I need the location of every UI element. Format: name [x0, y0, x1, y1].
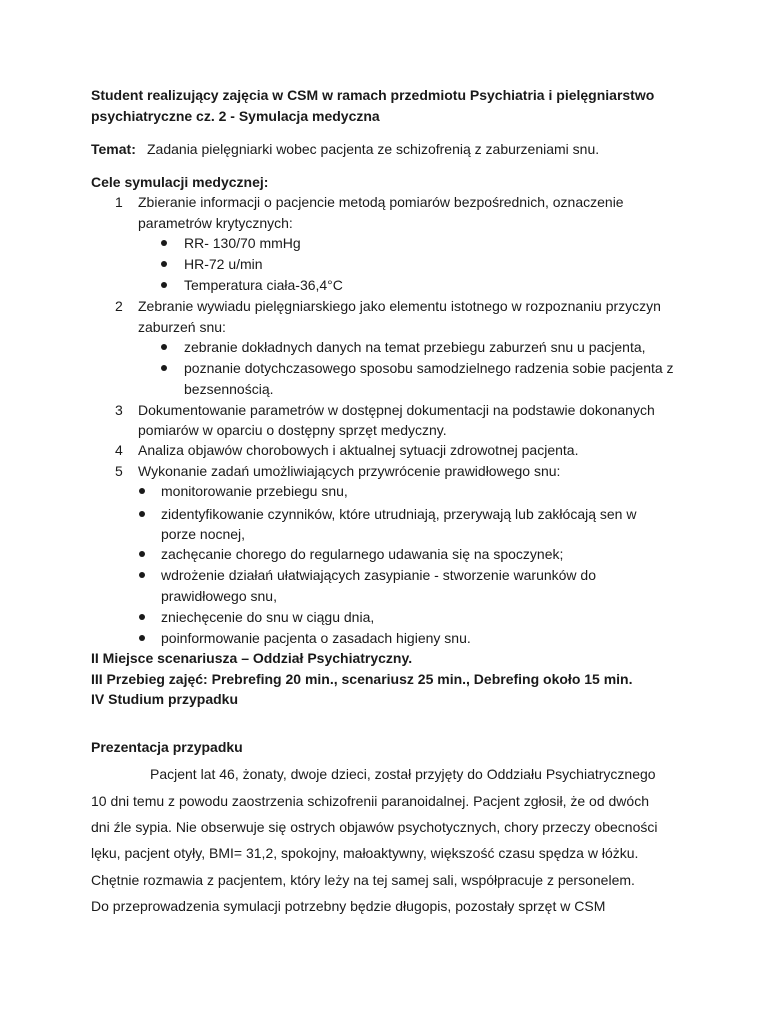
section-case-study: IV Studium przypadku	[91, 691, 239, 707]
goal-5-bullet-4-line-2: prawidłowego snu,	[161, 588, 277, 604]
case-line-1: Pacjent lat 46, żonaty, dwoje dzieci, został przyjęty do Oddziału Psychiatrycznego	[150, 766, 656, 782]
goal-number-5: 5	[115, 463, 123, 479]
section-place: II Miejsce scenariusza – Oddział Psychiatryczny.	[91, 650, 413, 666]
case-heading: Prezentacja przypadku	[91, 739, 243, 755]
goal-2-bullet-1: zebranie dokładnych danych na temat przebiegu zaburzeń snu u pacjenta,	[184, 339, 646, 355]
goal-number-4: 4	[115, 442, 123, 458]
bullet-icon	[139, 614, 145, 620]
goal-5-bullet-5: zniechęcenie do snu w ciągu dnia,	[161, 609, 375, 625]
bullet-icon	[161, 282, 167, 288]
goal-4-line-1: Analiza objawów chorobowych i aktualnej sytuacji zdrowotnej pacjenta.	[138, 442, 579, 458]
bullet-icon	[139, 488, 145, 494]
vital-rr: RR- 130/70 mmHg	[184, 235, 301, 251]
bullet-icon	[161, 261, 167, 267]
header-line-2: psychiatryczne cz. 2 - Symulacja medyczna	[91, 108, 380, 124]
goal-5-bullet-6: poinformowanie pacjenta o zasadach higieny snu.	[161, 630, 471, 646]
section-course: III Przebieg zajęć: Prebrefing 20 min., scenariusz 25 min., Debrefing około 15 min.	[91, 671, 633, 687]
case-line-4: lęku, pacjent otyły, BMI= 31,2, spokojny, małoaktywny, większość czasu spędza w łóżku.	[91, 845, 639, 861]
header-line-1: Student realizujący zajęcia w CSM w ramach przedmiotu Psychiatria i pielęgniarstwo	[91, 87, 655, 103]
vital-temperature: Temperatura ciała-36,4°C	[184, 277, 343, 293]
bullet-icon	[161, 344, 167, 350]
goal-5-line-1: Wykonanie zadań umożliwiających przywrócenie prawidłowego snu:	[138, 463, 561, 479]
goal-1-line-2: parametrów krytycznych:	[138, 215, 293, 231]
goal-5-bullet-4-line-1: wdrożenie działań ułatwiających zasypianie - stworzenie warunków do	[161, 567, 596, 583]
bullet-icon	[139, 551, 145, 557]
goal-5-bullet-2-line-1: zidentyfikowanie czynników, które utrudniają, przerywają lub zakłócają sen w	[161, 506, 637, 522]
goal-2-bullet-2-line-1: poznanie dotychczasowego sposobu samodzielnego radzenia sobie pacjenta z	[184, 360, 674, 376]
goal-number-1: 1	[115, 194, 123, 210]
goal-2-line-1: Zebranie wywiadu pielęgniarskiego jako elementu istotnego w rozpoznaniu przyczyn	[138, 298, 661, 314]
bullet-icon	[161, 365, 167, 371]
vital-hr: HR-72 u/min	[184, 256, 263, 272]
goal-number-2: 2	[115, 298, 123, 314]
case-line-3: dni źle sypia. Nie obserwuje się ostrych objawów psychotycznych, chory przeczy obecności	[91, 819, 658, 835]
goal-5-bullet-1: monitorowanie przebiegu snu,	[161, 483, 348, 499]
goal-2-bullet-2-line-2: bezsennością.	[184, 381, 274, 397]
case-line-2: 10 dni temu z powodu zaostrzenia schizofrenii paranoidalnej. Pacjent zgłosił, że od dwóch	[91, 793, 649, 809]
topic-label: Temat:	[91, 141, 136, 157]
goal-2-line-2: zaburzeń snu:	[138, 319, 226, 335]
goal-3-line-1: Dokumentowanie parametrów w dostępnej dokumentacji na podstawie dokonanych	[138, 402, 655, 418]
goal-3-line-2: pomiarów w oparciu o dostępny sprzęt medyczny.	[138, 422, 447, 438]
goal-5-bullet-3: zachęcanie chorego do regularnego udawania się na spoczynek;	[161, 546, 564, 562]
case-line-5: Chętnie rozmawia z pacjentem, który leży na tej samej sali, współpracuje z personelem.	[91, 872, 635, 888]
bullet-icon	[139, 635, 145, 641]
topic-text: Zadania pielęgniarki wobec pacjenta ze schizofrenią z zaburzeniami snu.	[147, 141, 600, 157]
goal-number-3: 3	[115, 402, 123, 418]
bullet-icon	[139, 511, 145, 517]
goals-heading: Cele symulacji medycznej:	[91, 174, 269, 190]
bullet-icon	[161, 240, 167, 246]
bullet-icon	[139, 572, 145, 578]
goal-1-line-1: Zbieranie informacji o pacjencie metodą pomiarów bezpośrednich, oznaczenie	[138, 194, 624, 210]
case-line-6: Do przeprowadzenia symulacji potrzebny będzie długopis, pozostały sprzęt w CSM	[91, 898, 606, 914]
goal-5-bullet-2-line-2: porze nocnej,	[161, 526, 246, 542]
